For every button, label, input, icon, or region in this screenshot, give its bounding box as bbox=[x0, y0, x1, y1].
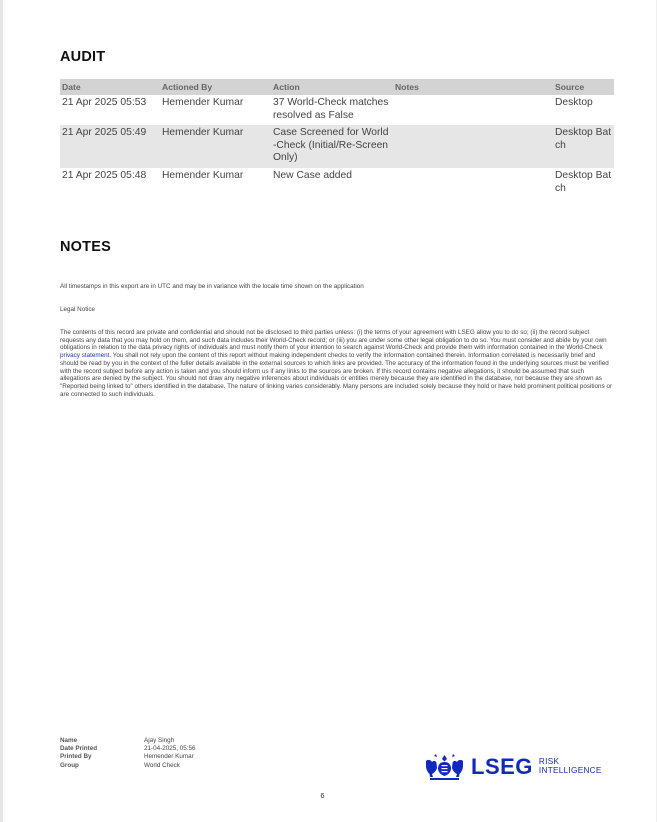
cell-actioned-by: Hemender Kumar bbox=[162, 97, 244, 108]
column-header-notes: Notes bbox=[393, 79, 553, 95]
privacy-statement-link[interactable]: privacy statement bbox=[60, 352, 110, 360]
cell-source: Desktop Batch bbox=[553, 125, 614, 168]
legal-notice-body bbox=[60, 329, 613, 398]
group-label: Group bbox=[60, 761, 79, 769]
printed-by-value: Hemender Kumar bbox=[144, 753, 194, 761]
group-value: World Check bbox=[144, 761, 180, 769]
legal-text-part1: The contents of this record are private and confidential and should not be disclosed to third parties unless: (i) the terms of your agreement with LSEG allow you to do so; (ii) the record subject requests any data that you may hold on them, and such data includes their World-Check record; or (iii) you are under some other legal obligation to do so. You must consider and abide by your own obligations in relation to the data privacy rights of individuals and must notify them of your intention to search against World-Check and provide them with information contained in the World-Check bbox=[60, 329, 607, 352]
table-row bbox=[60, 168, 614, 198]
column-header-date: Date bbox=[60, 79, 160, 95]
cell-date: 21 Apr 2025 05:48 bbox=[62, 169, 147, 181]
cell-notes bbox=[393, 125, 553, 168]
logo-sub-line2: INTELLIGENCE bbox=[538, 766, 602, 775]
cell-action: Case Screened for World-Check (Initial/Re-Screen Only) bbox=[271, 125, 393, 168]
timezone-note: All timestamps in this export are in UTC and may be in variance with the locale time shown on the application bbox=[60, 283, 364, 290]
column-header-action: Action bbox=[271, 79, 393, 95]
cell-actioned-by: Hemender Kumar bbox=[162, 169, 244, 181]
audit-section-title: AUDIT bbox=[60, 49, 106, 65]
risk-intelligence-label bbox=[539, 758, 602, 775]
page-edge-shadow bbox=[0, 0, 3, 822]
column-header-source: Source bbox=[553, 79, 614, 95]
date-printed-label: Date Printed bbox=[60, 745, 98, 753]
table-row bbox=[60, 95, 614, 125]
print-metadata bbox=[60, 737, 195, 770]
notes-section-title: NOTES bbox=[60, 239, 111, 255]
printed-by-label: Printed By bbox=[60, 753, 92, 761]
legal-text-part2: . You shall not rely upon the content of this report without making independent checks to verify the information contained therein. Information correlated is necessarily brief and should be read by you in the context of the fuller details available in the external sources to which links are provided. The accuracy of the information found in the underlying sources must be verified with the record subject before any action is taken and you should inform us if any links to the sources are broken. If this record contains negative allegations, it should be assumed that such allegations are denied by the subject. You should not draw any negative inferences about individuals or entities merely because they are identified in the database, nor because they are shown as "Reported being linked to" others identified in the database. The nature of linking varies considerably. Many persons are included solely because they hold or have held prominent political positions or are connected to such individuals. bbox=[60, 352, 613, 398]
name-value: Ajay Singh bbox=[144, 737, 175, 744]
cell-notes bbox=[393, 95, 553, 125]
lseg-wordmark: LSEG bbox=[471, 754, 533, 779]
table-row bbox=[60, 125, 614, 168]
lseg-crest-icon bbox=[424, 753, 465, 781]
cell-source: Desktop Batch bbox=[555, 169, 612, 194]
cell-action: 37 World-Check matches resolved as False bbox=[273, 97, 389, 121]
page-number: 6 bbox=[320, 791, 325, 800]
column-header-actioned-by: Actioned By bbox=[160, 79, 271, 95]
lseg-logo bbox=[424, 752, 604, 782]
cell-notes bbox=[393, 168, 553, 198]
audit-header-row bbox=[60, 79, 614, 95]
cell-actioned-by: Hemender Kumar bbox=[160, 125, 271, 168]
date-printed-value: 21-04-2025, 05:56 bbox=[144, 745, 196, 753]
name-label: Name bbox=[60, 737, 78, 744]
legal-notice-heading: Legal Notice bbox=[60, 306, 96, 313]
cell-date: 21 Apr 2025 05:49 bbox=[60, 125, 160, 168]
logo-sub-line1: RISK bbox=[538, 757, 560, 767]
cell-source: Desktop bbox=[555, 97, 593, 108]
cell-date: 21 Apr 2025 05:53 bbox=[62, 97, 147, 108]
cell-action: New Case added bbox=[273, 169, 352, 181]
audit-table bbox=[60, 79, 614, 198]
